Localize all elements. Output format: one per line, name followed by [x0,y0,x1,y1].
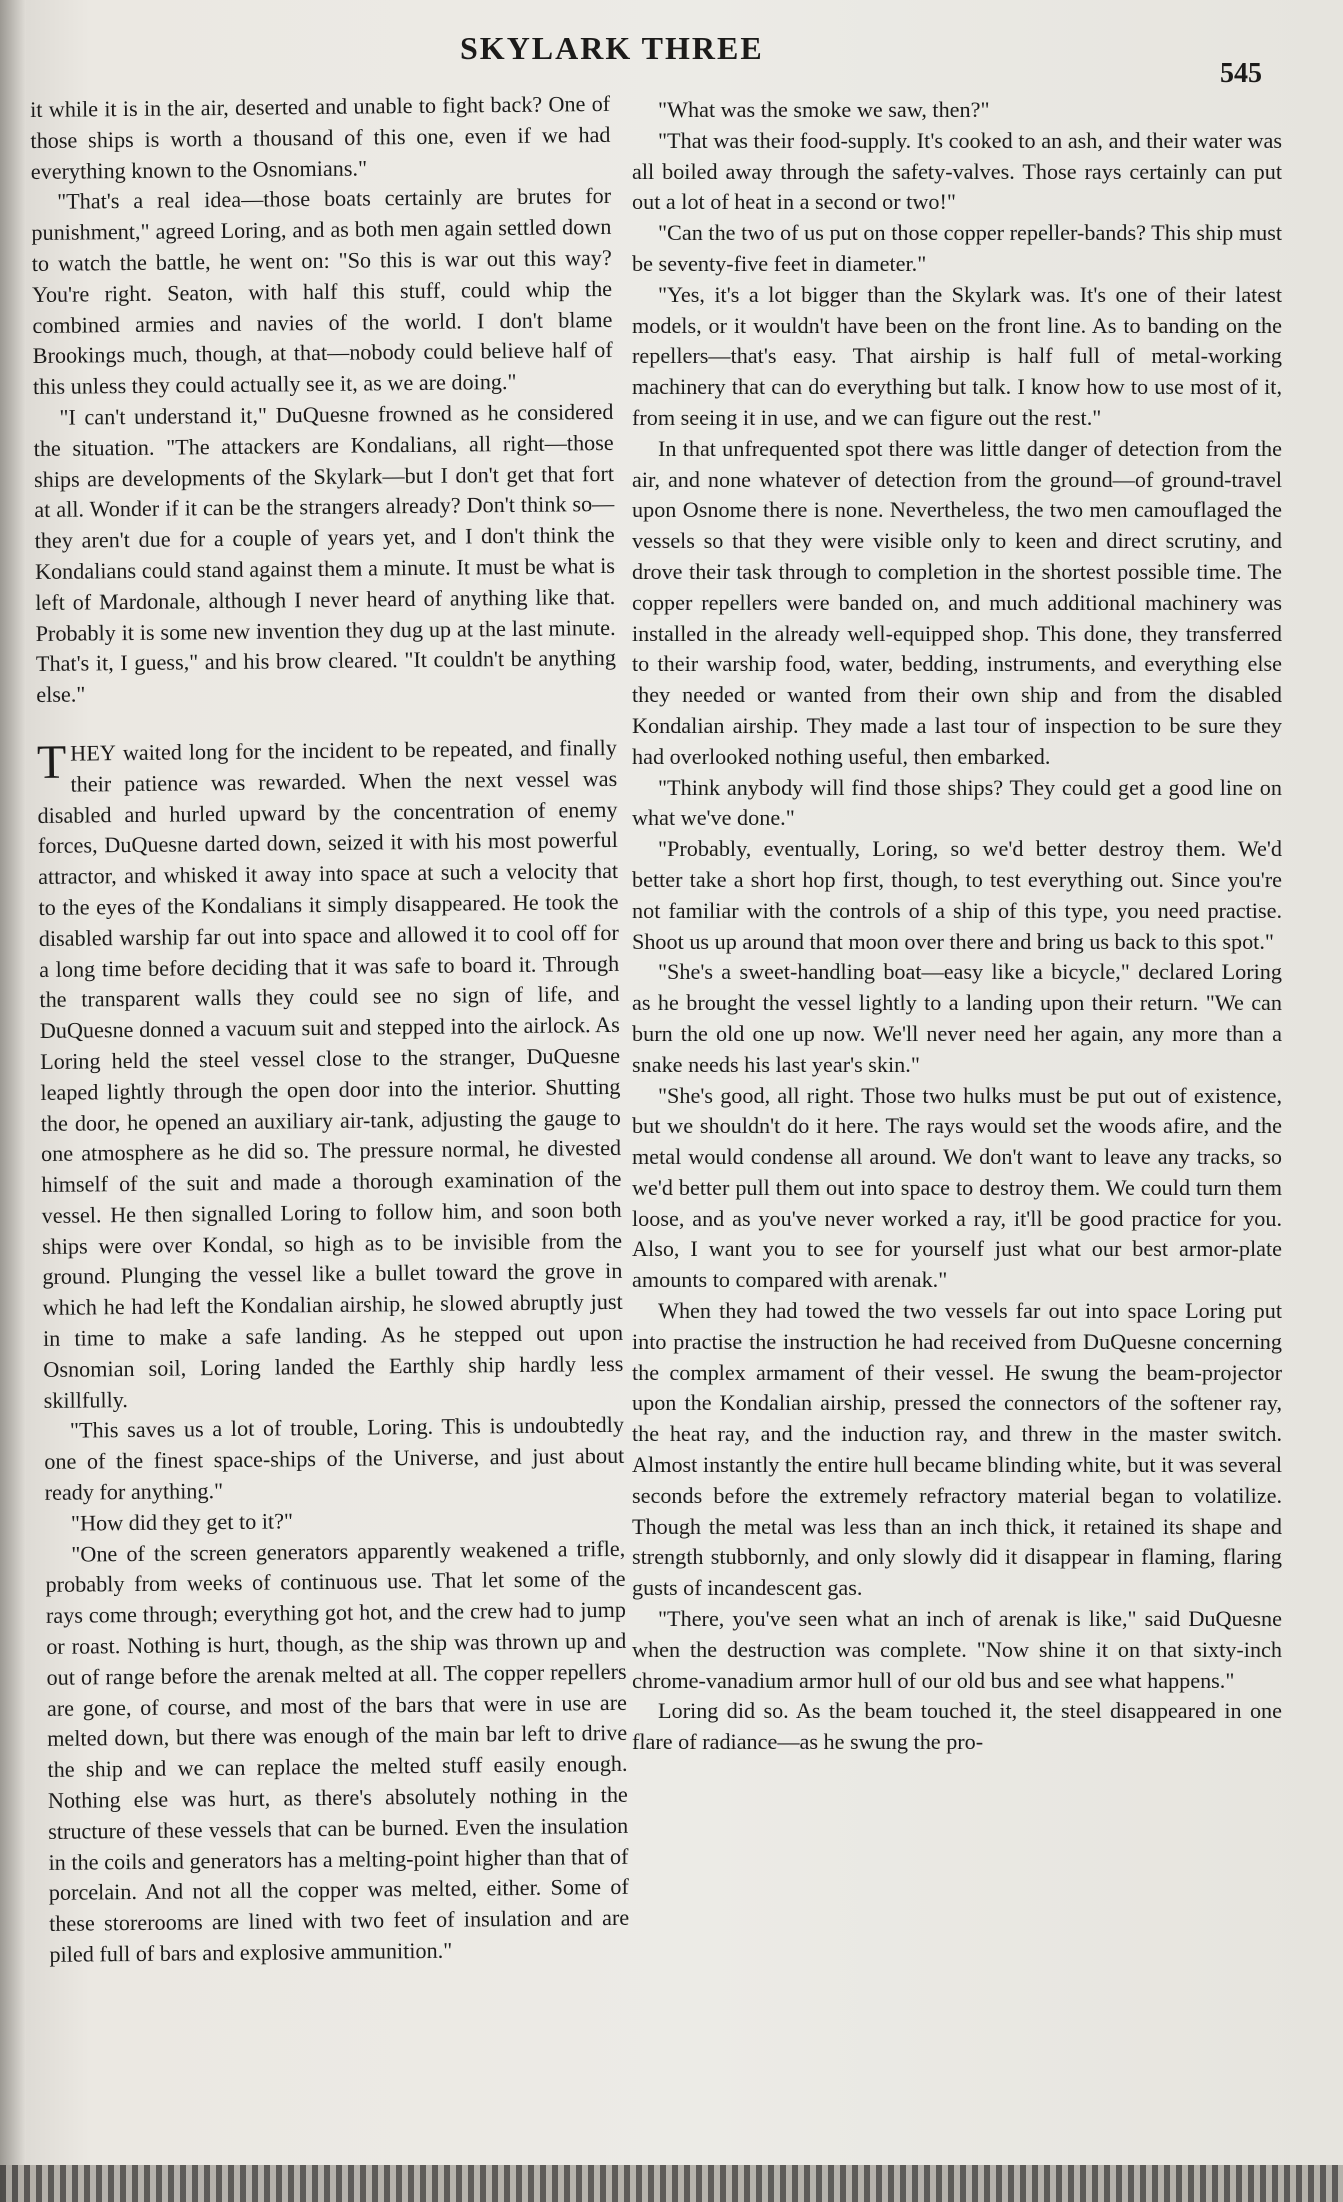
paragraph: "She's good, all right. Those two hulks must be put out of existence, but we shouldn't do it here. The rays would set the woods afire, and the metal would condense all around. We don't want to leave any tracks, so we'd better pull them out into space to destroy them. We could turn them loose, and as you've never worked a ray, it'll be good practice for you. Also, I want you to see for yourself just what our best armor-plate amounts to compared with arenak." [632,1082,1282,1293]
paragraph: "That was their food-supply. It's cooked to an ash, and their water was all boiled away through the safety-valves. Those rays certainly can put out a lot of heat in a second or two!" [632,127,1282,215]
page-edge-strip [0,2165,1343,2202]
drop-cap: T [36,735,67,789]
paragraph: "Yes, it's a lot bigger than the Skylark was. It's one of their latest models, or it wouldn't have been on the front line. As to banding on the repellers—that's easy. That airship is half full of metal-working machinery that can do everything but talk. I know how to use most of it, from seeing it in use, and we can figure out the rest." [632,281,1282,430]
page-header [0,30,1343,90]
paragraph: "One of the screen generators apparently weakened a trifle, probably from weeks of continuous use. That let some of the rays come through; everything got hot, and the crew had to jump or roast. Nothing is hurt, though, as the ship was thrown up and out of range before the arenak melted at all. The copper repellers are gone, of course, and most of the bars that were in use are melted down, but there was enough of the main bar left to drive the ship and we can replace the melted stuff easily enough. Nothing else was hurt, as there's absolutely nothing in the structure of these vessels that can be burned. Even the insulation in the coils and generators has a melting-point higher than that of porcelain. And not all the copper was melted, either. Some of these storerooms are lined with two feet of insulation and are piled full of bars and explosive ammunition." [45,1535,630,1967]
page-number: 545 [1220,58,1262,89]
paragraph-text: waited long for the incident to be repeated, and finally their patience was rewarded. When the next vessel was disabled and hurled upward by the concentration of enemy forces, DuQuesne darted down, seized it with his most powerful attractor, and whisked it away into space at such a velocity that to the eyes of the Kondalians it simply disappeared. He took the disabled warship far out into space and allowed it to cool off for a long time before deciding that it was safe to board it. Through the transparent walls they could see no sign of life, and DuQuesne donned a vacuum suit and stepped into the airlock. As Loring held the steel vessel close to the stranger, DuQuesne leaped lightly through the open door into the interior. Shutting the door, he opened an auxiliary air-tank, adjusting the gauge to one atmosphere as he did so. The pressure normal, he divested himself of the suit and made a thorough examination of the vessel. He then signalled Loring to follow him, and soon both ships were over Kondal, so high as to be invisible from the ground. Plunging the vessel like a bullet toward the grove in which he had left the Kondalian airship, he slowed abruptly just in time to make a safe landing. As he stepped out upon Osnomian soil, Loring landed the Earthly ship hardly less skillfully. [37,734,624,1413]
paragraph: "Probably, eventually, Loring, so we'd better destroy them. We'd better take a short hop first, though, to test everything out. Since you're not familiar with the controls of a ship of this type, you need practise. Shoot us up around that moon over there and bring us back to this spot." [632,836,1282,954]
paragraph: "This saves us a lot of trouble, Loring. This is undoubtedly one of the finest space-ships of the Universe, and just about ready for anything." [44,1412,625,1505]
paragraph-with-dropcap [37,733,624,1417]
paragraph: Loring did so. As the beam touched it, the steel disappeared in one flare of radiance—as he swung the pro- [632,1698,1282,1755]
paragraph: In that unfrequented spot there was little danger of detection from the air, and none whatever of detection from the ground—of ground-travel upon Osnome there is none. Nevertheless, the two men camouflaged the vessels so that they were visible only to keen and direct scrutiny, and drove their task through to completion in the shortest possible time. The copper repellers were banded on, and much additional machinery was installed in the already well-equipped shop. This done, they transferred to their warship food, water, bedding, instruments, and everything else they needed or wanted from their own ship and from the disabled Kondalian airship. They made a last tour of inspection to be sure they had overlooked nothing useful, then embarked. [632,435,1282,769]
smallcaps-lead: HEY [70,740,116,766]
left-column [30,89,630,1971]
paragraph: "What was the smoke we saw, then?" [658,97,990,122]
paragraph: When they had towed the two vessels far out into space Loring put into practise the instruction he had received from DuQuesne concerning the complex armament of their vessel. He swung the beam-projector upon the Kondalian airship, pressed the connectors of the softener ray, the heat ray, and the induction ray, and threw in the master switch. Almost instantly the entire hull became blinding white, but it was several seconds before the extremely refractory material began to volatilize. Though the metal was less than an inch thick, it retained its shape and strength stubbornly, and only slowly did it disappear in flaming, flaring gusts of incandescent gas. [632,1298,1282,1601]
paragraph: "Can the two of us put on those copper repeller-bands? This ship must be seventy-five feet in diameter." [632,220,1282,276]
right-column [632,95,1282,1758]
paragraph: "She's a sweet-handling boat—easy like a bicycle," declared Loring as he brought the vessel lightly to a landing upon their return. "We can burn the old one up now. We'll never need her again, any more than a snake needs his last year's skin." [632,959,1282,1077]
paragraph: "Think anybody will find those ships? They could get a good line on what we've done." [632,774,1282,831]
paragraph: "That's a real idea—those boats certainly are brutes for punishment," agreed Loring, and as both men again settled down to watch the battle, he went on: "So this is war out this way? You're right. Seaton, with half this stuff, could whip the combined armies and navies of the world. I don't blame Brookings much, though, at that—nobody could believe half of this unless they could actually see it, as we are doing." [31,183,613,400]
running-title: SKYLARK THREE [460,30,764,66]
binding-shadow [0,0,26,2202]
paragraph: it while it is in the air, deserted and unable to fight back? One of those ships is worth a thousand of this one, even if we had everything known to the Osnomians." [30,90,611,184]
paragraph: "There, you've seen what an inch of arenak is like," said DuQuesne when the destruction was complete. "Now shine it on that sixty-inch chrome-vanadium armor hull of our old bus and see what happens." [632,1606,1282,1693]
paragraph: "How did they get to it?" [70,1508,294,1536]
paragraph: "I can't understand it," DuQuesne frowned as he considered the situation. "The attackers are Kondalians, all right—those ships are developments of the Skylark—but I don't get that fort at all. Wonder if it can be the strangers already? Don't think so—they aren't due for a couple of years yet, and I don't think the Kondalians could stand against them a minute. It must be what is left of Mardonale, although I never heard of anything like that. Probably it is some new invention they dug up at the last minute. That's it, I guess," and his brow cleared. "It couldn't be anything else." [33,398,617,708]
